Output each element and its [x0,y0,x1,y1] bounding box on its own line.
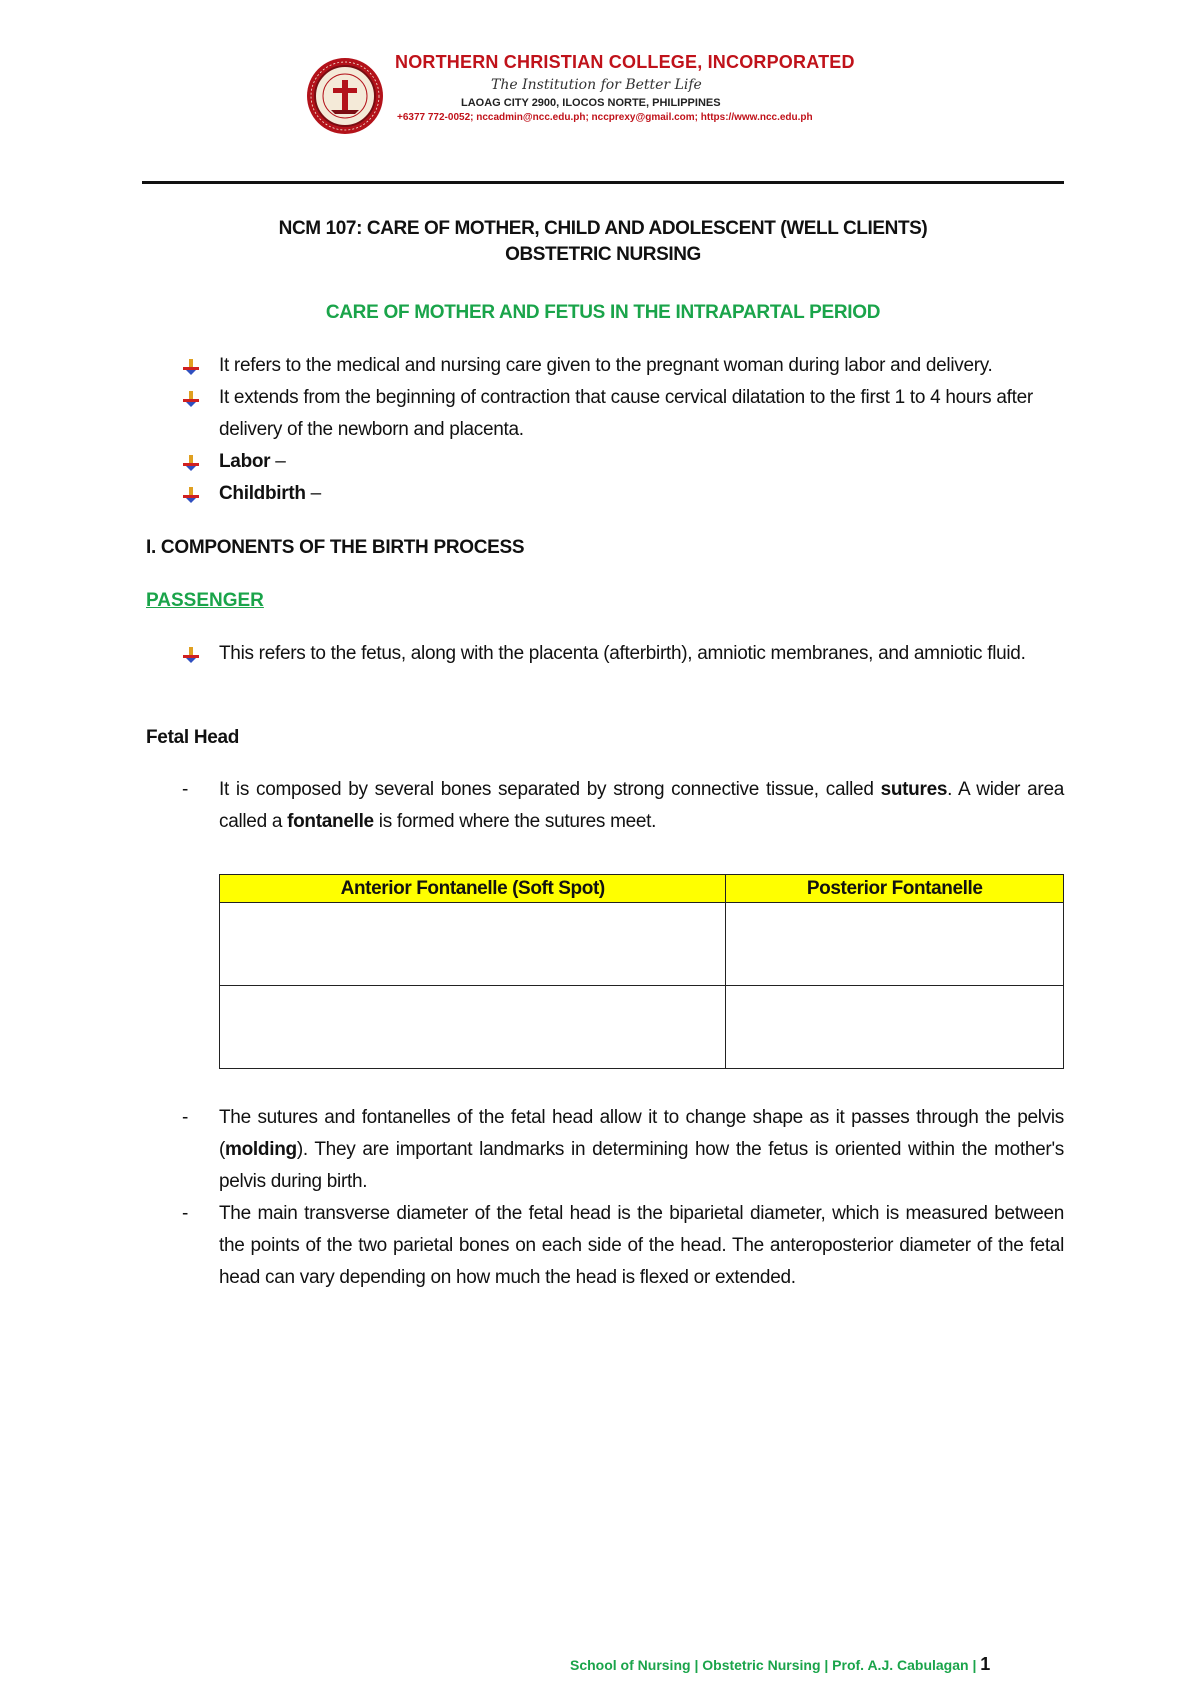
bullet-text: It extends from the beginning of contraction that cause cervical dilatation to the first 1 to 4 hours after delivery of the newborn and placenta. [219,387,1033,440]
text-run: The main transverse diameter of the fetal head is the biparietal diameter, which is measured between the points of the two parietal bones on each side of the head. The anteroposterior diameter of the fetal head can vary depending on how much the head is flexed or extended. [219,1203,1064,1288]
letterhead [305,52,925,152]
list-item [142,350,1064,382]
institution-name: NORTHERN CHRISTIAN COLLEGE, INCORPORATED [395,52,855,72]
dash-marker: - [182,1203,189,1224]
bullet-arrow-icon [182,390,200,408]
passenger-bullet-list [142,638,1064,670]
fetal-head-list-2 [142,1102,1064,1294]
text-run: It is composed by several bones separated by strong connective tissue, called [219,779,881,800]
list-item [142,774,1064,838]
term-sutures: sutures [880,779,948,800]
term-fontanelle: fontanelle [287,811,374,832]
table-row [220,903,1064,986]
list-item [142,638,1064,670]
institution-contact: +6377 772-0052; nccadmin@ncc.edu.ph; nccprexy@gmail.com; https://www.ncc.edu.ph [397,112,813,123]
term-labor-dash: – [270,451,286,472]
list-item [142,478,1064,510]
term-labor: Labor [219,451,271,472]
list-item [142,1102,1064,1198]
text-run: . A wider area called a [219,779,1064,832]
institution-motto: The Institution for Better Life [491,77,702,93]
bullet-arrow-icon [182,358,200,376]
list-item [142,1198,1064,1294]
table-cell [220,986,726,1069]
term-molding: molding [225,1139,297,1160]
table-cell [220,903,726,986]
term-childbirth: Childbirth [219,483,306,504]
section-title: CARE OF MOTHER AND FETUS IN THE INTRAPARTAL PERIOD [325,302,881,323]
bullet-arrow-icon [182,486,200,504]
college-seal-icon [305,56,385,136]
term-childbirth-dash: – [305,483,321,504]
fetal-head-list-1 [142,774,1064,838]
dash-marker: - [182,779,189,800]
institution-address: LAOAG CITY 2900, ILOCOS NORTE, PHILIPPINES [461,97,721,109]
bullet-arrow-icon [182,646,200,664]
table-header-anterior: Anterior Fontanelle (Soft Spot) [220,875,726,903]
list-item [142,446,1064,478]
bullet-text: This refers to the fetus, along with the placenta (afterbirth), amniotic membranes, and amniotic fluid. [219,643,1026,664]
intro-bullet-list [142,350,1064,510]
page-footer [570,1654,990,1675]
text-run: The sutures and fontanelles of the fetal head allow it to change shape as it passes through the pelvis ( [219,1107,1064,1160]
course-title-line1: NCM 107: CARE OF MOTHER, CHILD AND ADOLESCENT (WELL CLIENTS) [278,218,928,239]
text-run: is formed where the sutures meet. [373,811,657,832]
page-number: 1 [980,1654,991,1674]
list-item [142,382,1064,446]
table-header-posterior: Posterior Fontanelle [726,875,1064,903]
fetal-head-heading: Fetal Head [146,727,240,748]
header-divider [142,181,1064,184]
course-title [142,216,1064,268]
passenger-heading: PASSENGER [146,590,264,611]
fontanelle-table [219,874,1064,1069]
bullet-arrow-icon [182,454,200,472]
course-title-line2: OBSTETRIC NURSING [505,244,701,265]
footer-text: School of Nursing | Obstetric Nursing | Prof. A.J. Cabulagan | [570,1657,981,1673]
dash-marker: - [182,1107,189,1128]
components-heading: I. COMPONENTS OF THE BIRTH PROCESS [146,537,525,558]
table-cell [726,903,1064,986]
bullet-text: It refers to the medical and nursing care given to the pregnant woman during labor and delivery. [219,355,993,376]
text-run: ). They are important landmarks in determining how the fetus is oriented within the mother's pelvis during birth. [219,1139,1064,1192]
table-cell [726,986,1064,1069]
table-row [220,986,1064,1069]
